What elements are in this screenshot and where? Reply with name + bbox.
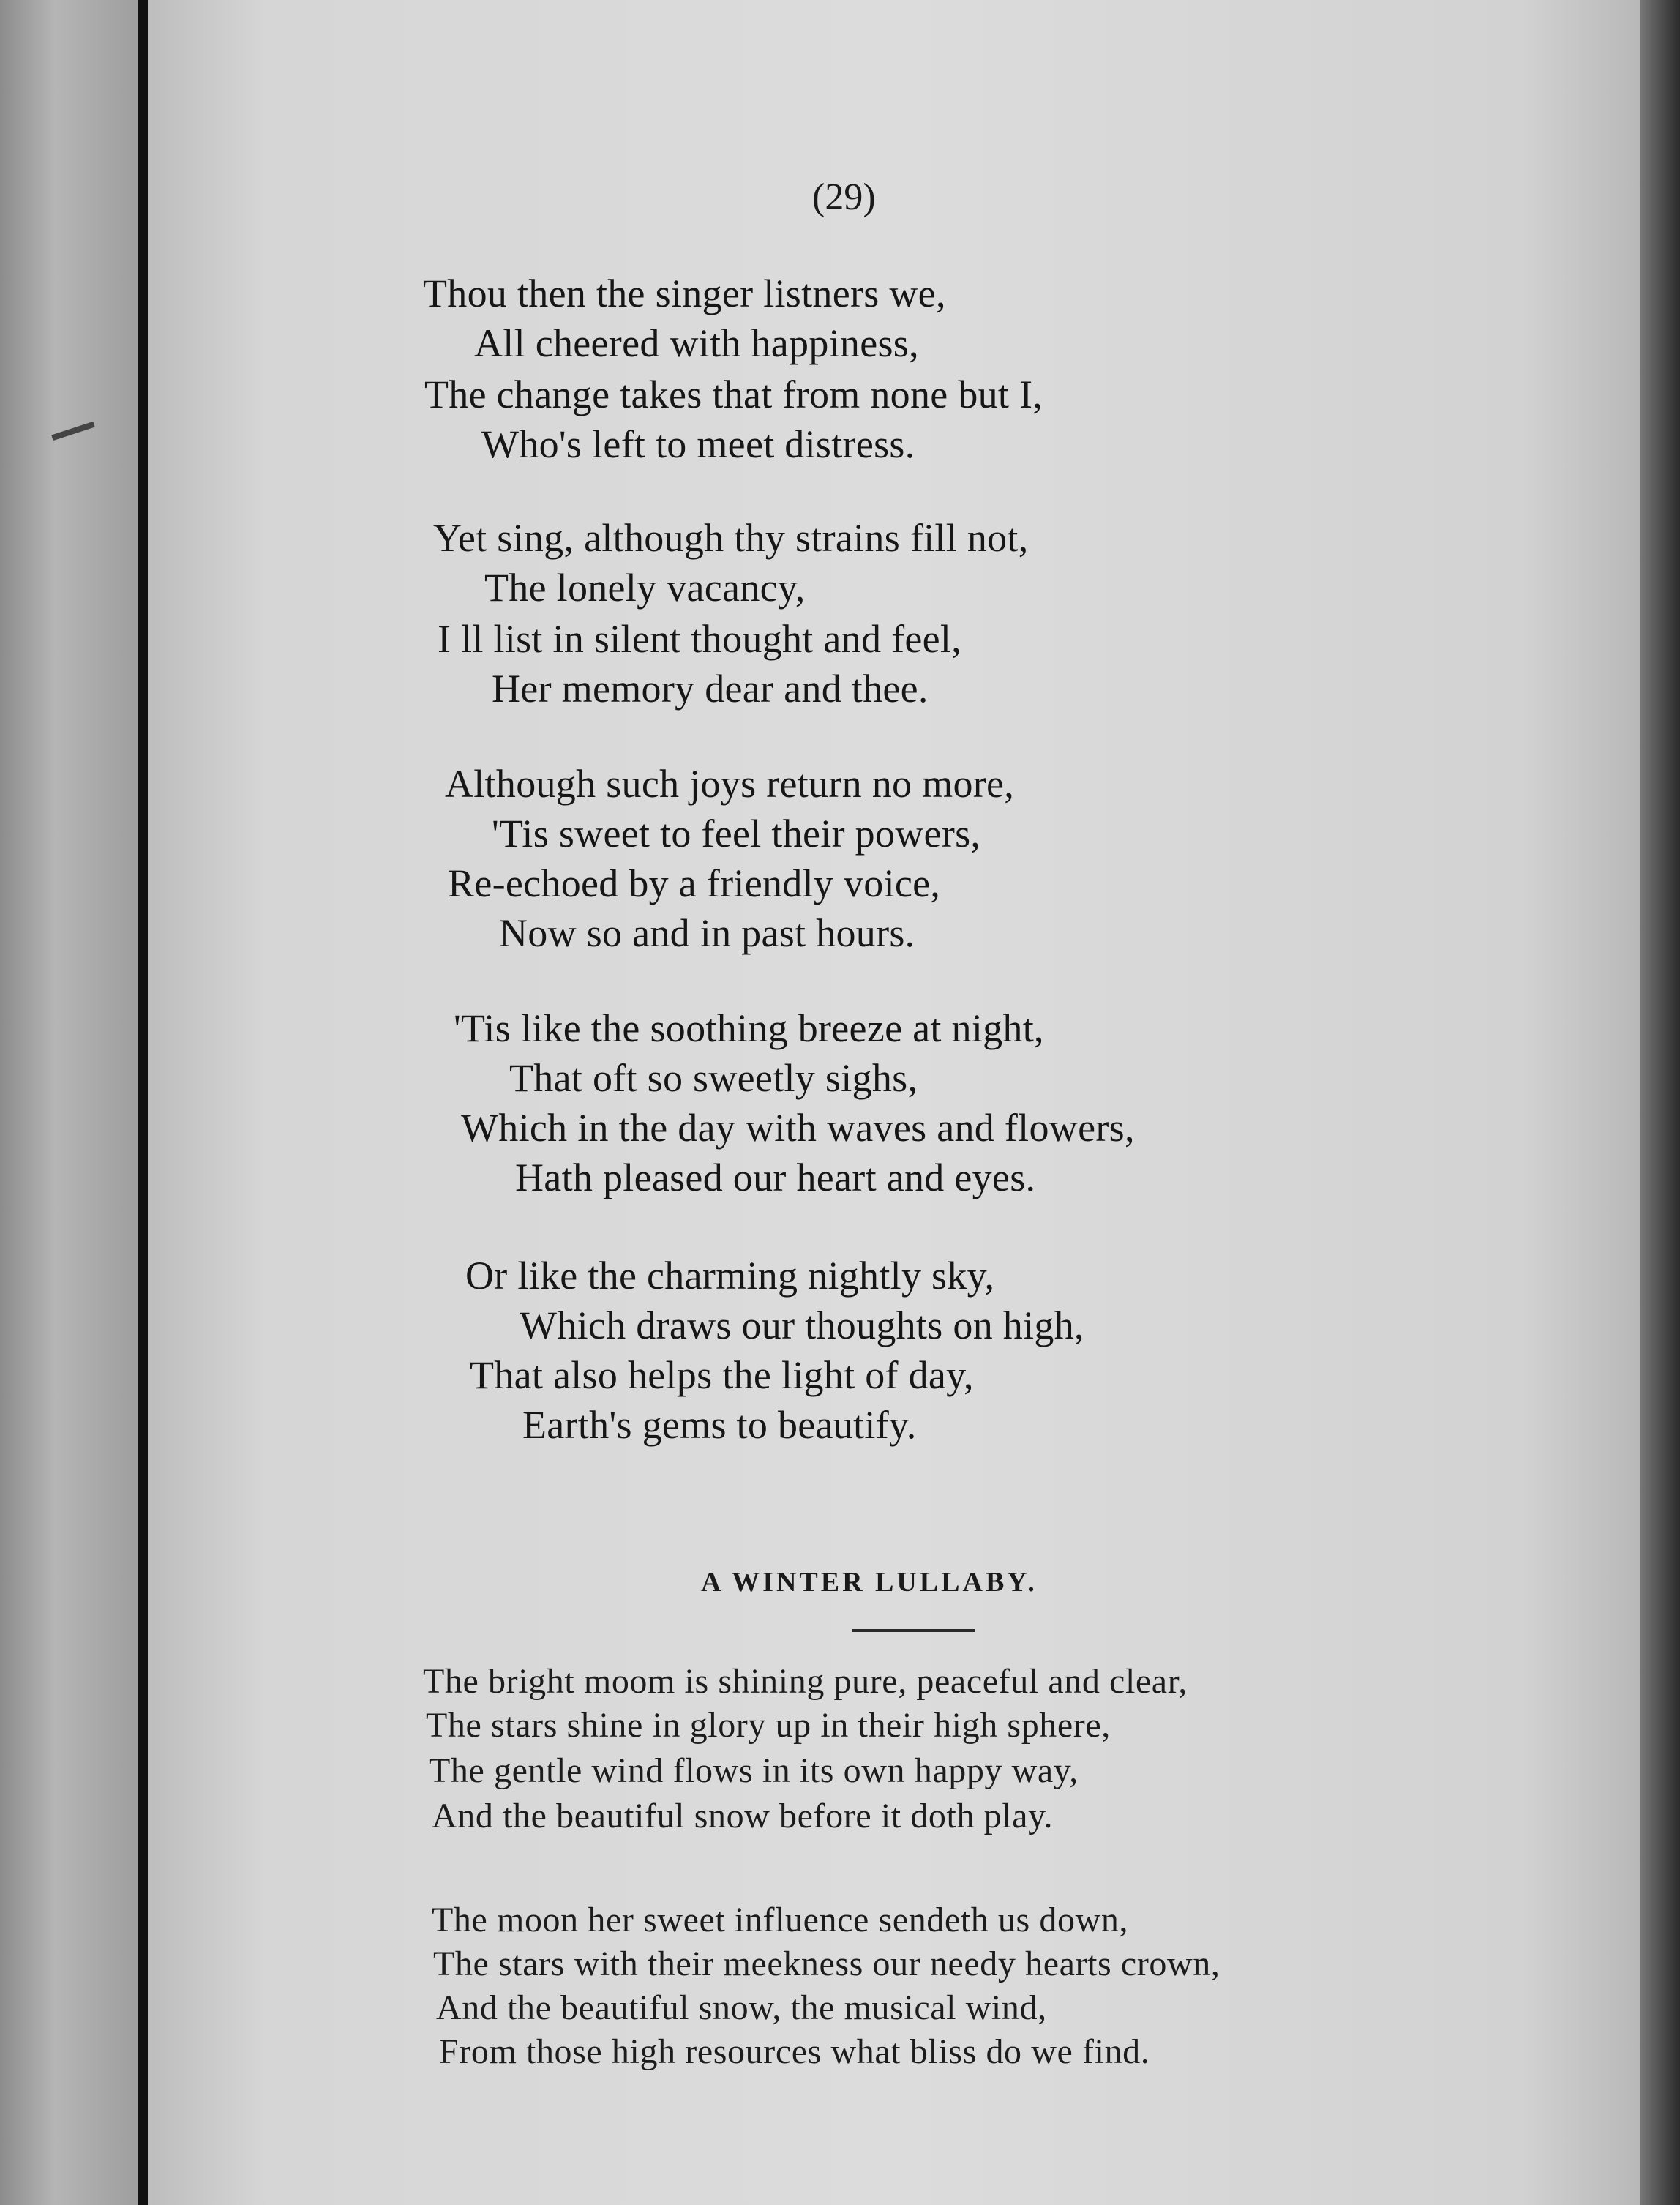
lullaby-line: And the beautiful snow, the musical wind, xyxy=(436,1988,1047,2027)
lullaby-line: The gentle wind flows in its own happy way, xyxy=(429,1751,1079,1790)
poem-line: Thou then the singer listners we, xyxy=(423,272,946,315)
poem-line: I ll list in silent thought and feel, xyxy=(438,617,961,661)
poem-line: 'Tis sweet to feel their powers, xyxy=(492,812,981,856)
poem-line: Which in the day with waves and flowers, xyxy=(461,1106,1135,1150)
lullaby-line: From those high resources what bliss do we find. xyxy=(439,2032,1150,2071)
poem-line: The change takes that from none but I, xyxy=(424,373,1043,416)
lullaby-line: The bright moom is shining pure, peaceful and clear, xyxy=(423,1662,1188,1701)
poem-line: Which draws our thoughts on high, xyxy=(520,1303,1084,1347)
title-rule xyxy=(852,1629,975,1632)
lullaby-line: The moon her sweet influence sendeth us down, xyxy=(432,1901,1129,1939)
page-number: (29) xyxy=(812,176,876,218)
lullaby-line: The stars shine in glory up in their high sphere, xyxy=(426,1706,1111,1745)
poem-line: Who's left to meet distress. xyxy=(481,422,915,466)
poem-line: The lonely vacancy, xyxy=(484,566,806,610)
poem-line: That oft so sweetly sighs, xyxy=(509,1056,918,1100)
poem-line: Or like the charming nightly sky, xyxy=(465,1254,995,1298)
page-gutter xyxy=(138,0,148,2205)
lullaby-line: The stars with their meekness our needy hearts crown, xyxy=(433,1944,1220,1983)
poem-line: All cheered with happiness, xyxy=(474,321,919,365)
poem-line: Earth's gems to beautify. xyxy=(522,1403,917,1447)
poem-line: Her memory dear and thee. xyxy=(492,667,929,711)
poem-line: Yet sing, although thy strains fill not, xyxy=(433,516,1029,560)
poem-line: That also helps the light of day, xyxy=(470,1353,974,1397)
poem-title: A WINTER LULLABY. xyxy=(701,1567,1038,1598)
poem-line: Re-echoed by a friendly voice, xyxy=(448,861,941,905)
poem-line: Although such joys return no more, xyxy=(445,762,1015,806)
facing-page-edge xyxy=(0,0,139,2205)
poem-line: Now so and in past hours. xyxy=(499,911,915,955)
page-right-edge xyxy=(1640,0,1680,2205)
lullaby-line: And the beautiful snow before it doth play. xyxy=(432,1797,1054,1835)
poem-line: 'Tis like the soothing breeze at night, xyxy=(454,1006,1044,1050)
poem-line: Hath pleased our heart and eyes. xyxy=(515,1156,1036,1199)
